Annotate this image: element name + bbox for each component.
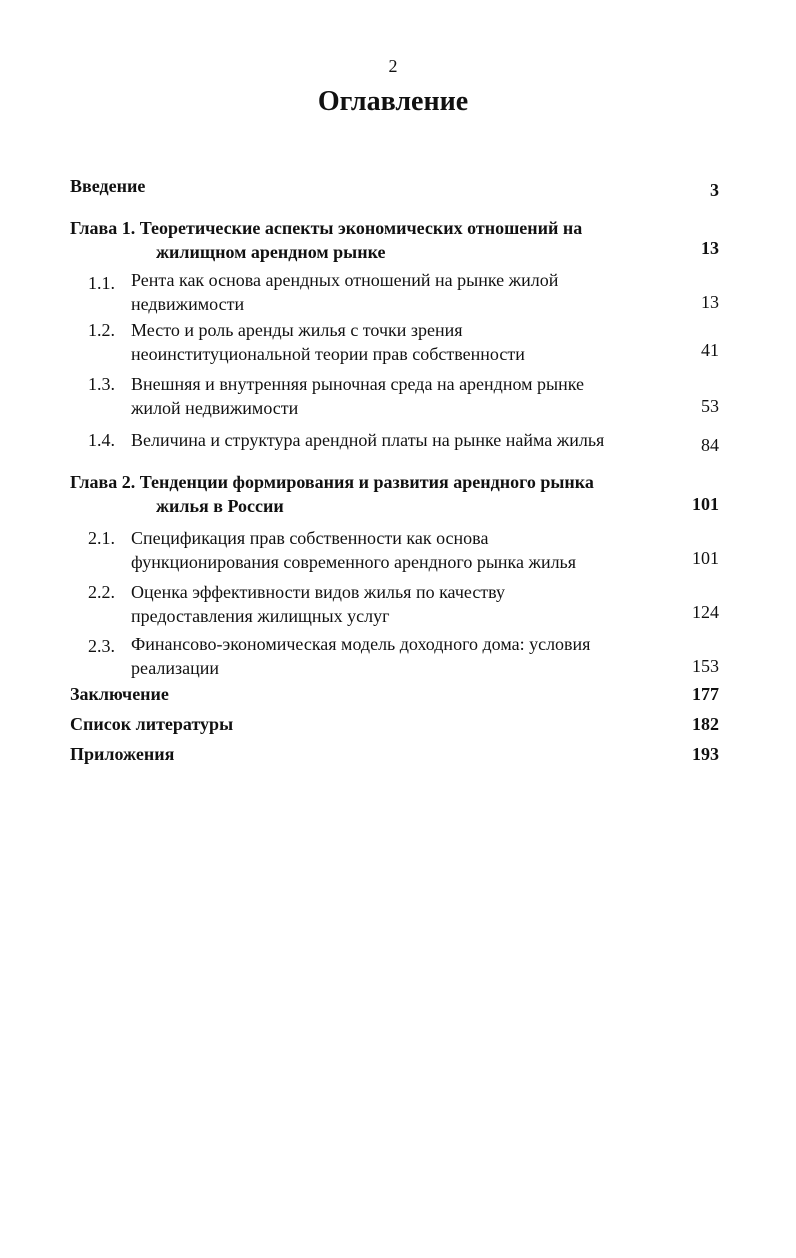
toc-entry-page: 13	[701, 292, 719, 312]
toc-entry-line-2: жилой недвижимости	[131, 398, 299, 418]
toc-entry-page: 182	[692, 714, 719, 734]
toc-entry-text	[131, 318, 525, 366]
toc-entry-line-2: неоинституциональной теории прав собственности	[131, 344, 525, 364]
toc-entry-line-1: Внешняя и внутренняя рыночная среда на арендном рынке	[131, 374, 585, 394]
toc-entry-text: Список литературы	[70, 714, 234, 734]
toc-entry-number: 2.3.	[88, 636, 115, 656]
toc-entry-text: Приложения	[70, 744, 175, 764]
toc-entry-line-1: Оценка эффективности видов жилья по качеству	[131, 582, 506, 602]
toc-entry-line-1: Глава 2. Тенденции формирования и развития арендного рынка	[70, 472, 594, 492]
toc-entry-page: 53	[701, 396, 719, 416]
toc-entry-line-2: недвижимости	[131, 294, 245, 314]
toc-entry-text	[131, 526, 576, 574]
toc-entry-line-2: жилья в России	[156, 496, 284, 516]
toc-entry-text	[131, 372, 584, 420]
toc-entry-number: 2.2.	[88, 582, 115, 602]
toc-entry-line-1: Глава 1. Теоретические аспекты экономических отношений на	[70, 218, 583, 238]
toc-entry-number: 1.1.	[88, 273, 115, 293]
toc-entry-number: 2.1.	[88, 528, 115, 548]
toc-entry-number: 1.3.	[88, 374, 115, 394]
toc-entry-number: 1.2.	[88, 320, 115, 340]
toc-entry-page: 101	[692, 548, 719, 568]
toc-entry-line-2: функционирования современного арендного рынка жилья	[131, 552, 577, 572]
toc-entry-page: 177	[692, 684, 719, 704]
toc-entry-text	[131, 632, 590, 680]
toc-entry-line-1: Финансово-экономическая модель доходного дома: условия	[131, 634, 591, 654]
toc-entry-page: 124	[692, 602, 719, 622]
toc-entry-line-2: предоставления жилищных услуг	[131, 606, 390, 626]
toc-entry-page: 41	[701, 340, 719, 360]
toc-entry-line-1: Рента как основа арендных отношений на рынке жилой	[131, 270, 559, 290]
toc-entry-line-1: Место и роль аренды жилья с точки зрения	[131, 320, 463, 340]
toc-entry-page: 193	[692, 744, 719, 764]
toc-entry-text: Величина и структура арендной платы на рынке найма жилья	[131, 430, 605, 450]
toc-entry-text: Заключение	[70, 684, 169, 704]
toc-entry-line-2: жилищном арендном рынке	[156, 242, 386, 262]
page-title: Оглавление	[317, 86, 469, 117]
toc-entry-page: 153	[692, 656, 719, 676]
toc-entry-line-2: реализации	[131, 658, 219, 678]
toc-entry-text	[131, 268, 558, 316]
toc-entry-page: 3	[710, 180, 719, 200]
page-number: 2	[388, 56, 398, 76]
toc-entry-text	[70, 470, 594, 518]
toc-entry-text	[131, 580, 505, 628]
toc-entry-number: 1.4.	[88, 430, 115, 450]
toc-entry-page: 101	[692, 494, 719, 514]
toc-entry-page: 84	[701, 435, 719, 455]
toc-entry-text: Введение	[70, 176, 146, 196]
toc-entry-page: 13	[701, 238, 719, 258]
toc-entry-text	[70, 216, 582, 264]
toc-entry-line-1: Спецификация прав собственности как основа	[131, 528, 489, 548]
